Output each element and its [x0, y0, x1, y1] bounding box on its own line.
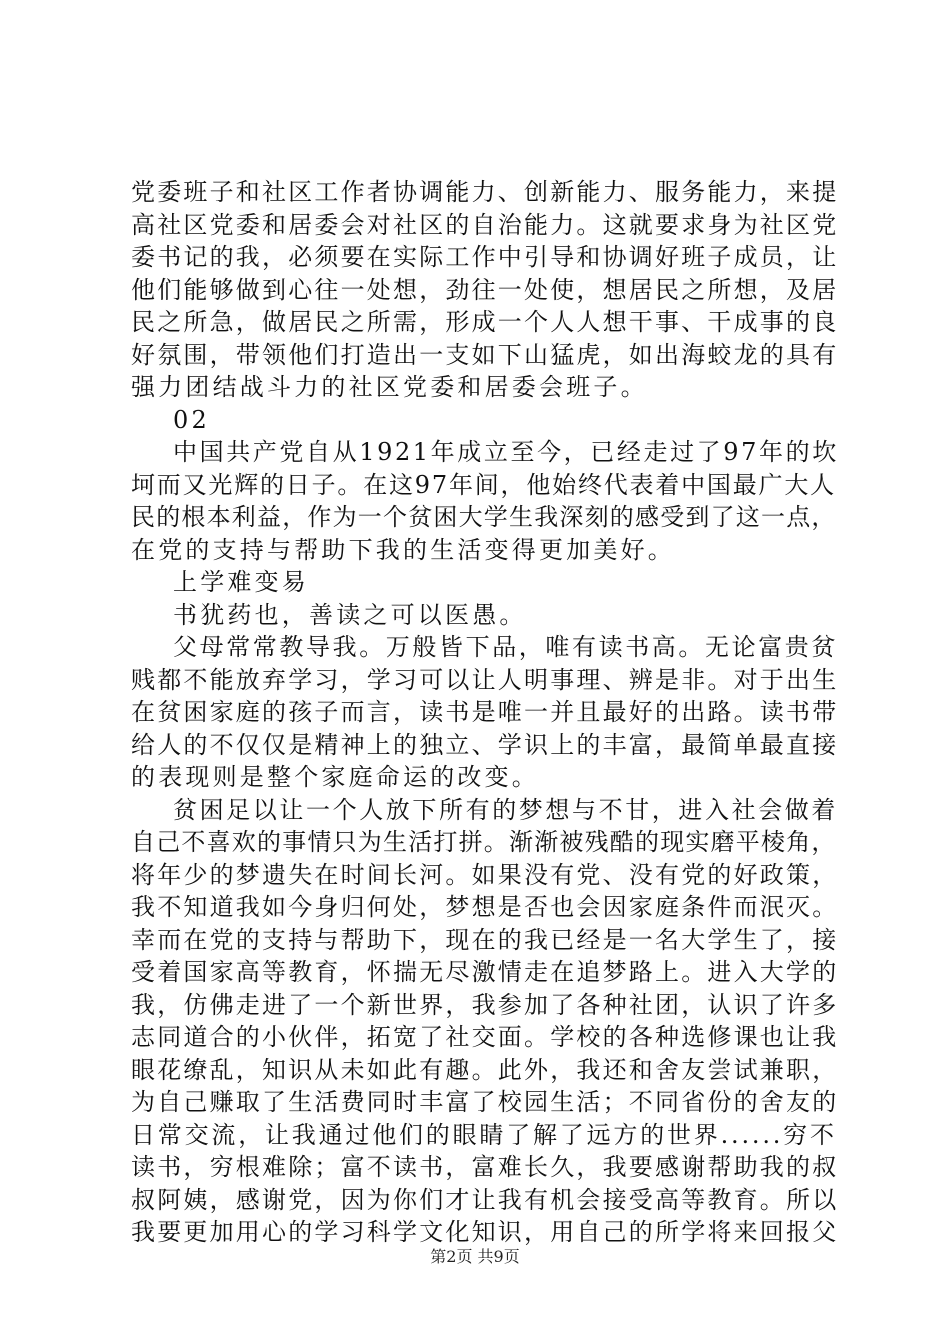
text-line: 上学难变易 — [173, 568, 309, 596]
text-line: 民之所急，做居民之所需，形成一个人人想干事、干成事的良 — [131, 308, 839, 336]
text-line: 受着国家高等教育，怀揣无尽激情走在追梦路上。进入大学的 — [131, 958, 839, 986]
text-line: 书犹药也，善读之可以医愚。 — [173, 600, 527, 629]
text-line: 读书，穷根难除；富不读书，富难长久，我要感谢帮助我的叔 — [131, 1153, 839, 1181]
text-line: 我，仿佛走进了一个新世界，我参加了各种社团，认识了许多 — [131, 990, 839, 1019]
text-line: 中国共产党自从1921年成立至今，已经走过了97年的坎 — [173, 438, 839, 466]
text-line: 我不知道我如今身归何处，梦想是否也会因家庭条件而泯灭。 — [131, 893, 839, 921]
text-line: 日常交流，让我通过他们的眼睛了解了远方的世界......穷不 — [131, 1120, 837, 1149]
document-body — [131, 176, 839, 1249]
text-line: 在党的支持与帮助下我的生活变得更加美好。 — [131, 535, 675, 564]
text-line: 的表现则是整个家庭命运的改变。 — [131, 763, 539, 791]
text-line: 将年少的梦遗失在时间长河。如果没有党、没有党的好政策， — [131, 860, 839, 889]
page-footer: 第2页 共9页 — [430, 1247, 520, 1266]
text-line: 强力团结战斗力的社区党委和居委会班子。 — [131, 373, 648, 401]
text-line: 为自己赚取了生活费同时丰富了校园生活；不同省份的舍友的 — [131, 1088, 839, 1116]
text-line: 委书记的我，必须要在实际工作中引导和协调好班子成员，让 — [131, 243, 839, 271]
text-line: 志同道合的小伙伴，拓宽了社交面。学校的各种选修课也让我 — [131, 1023, 839, 1051]
text-line: 给人的不仅仅是精神上的独立、学识上的丰富，最简单最直接 — [131, 730, 839, 759]
text-line: 贫困足以让一个人放下所有的梦想与不甘，进入社会做着 — [173, 795, 838, 824]
text-line: 民的根本利益，作为一个贫困大学生我深刻的感受到了这一点， — [131, 503, 837, 531]
text-line: 02 — [173, 405, 210, 434]
text-line: 在贫困家庭的孩子而言，读书是唯一并且最好的出路。读书带 — [131, 698, 839, 726]
text-line: 眼花缭乱，知识从未如此有趣。此外，我还和舍友尝试兼职， — [131, 1055, 839, 1084]
text-line: 父母常常教导我。万般皆下品，唯有读书高。无论富贵贫 — [173, 633, 838, 661]
text-line: 他们能够做到心往一处想，劲往一处使，想居民之所想，及居 — [131, 275, 839, 304]
text-line: 高社区党委和居委会对社区的自治能力。这就要求身为社区党 — [131, 210, 839, 239]
text-line: 幸而在党的支持与帮助下，现在的我已经是一名大学生了，接 — [131, 925, 839, 954]
text-line: 好氛围，带领他们打造出一支如下山猛虎，如出海蛟龙的具有 — [131, 340, 839, 369]
text-line: 我要更加用心的学习科学文化知识，用自己的所学将来回报父 — [131, 1218, 839, 1246]
text-line: 党委班子和社区工作者协调能力、创新能力、服务能力，来提 — [131, 178, 839, 206]
text-line: 叔阿姨，感谢党，因为你们才让我有机会接受高等教育。所以 — [131, 1185, 839, 1214]
text-line: 自己不喜欢的事情只为生活打拼。渐渐被残酷的现实磨平棱角， — [131, 828, 837, 856]
text-line: 坷而又光辉的日子。在这97年间，他始终代表着中国最广大人 — [131, 470, 836, 499]
text-line: 贱都不能放弃学习，学习可以让人明事理、辨是非。对于出生 — [131, 665, 839, 694]
